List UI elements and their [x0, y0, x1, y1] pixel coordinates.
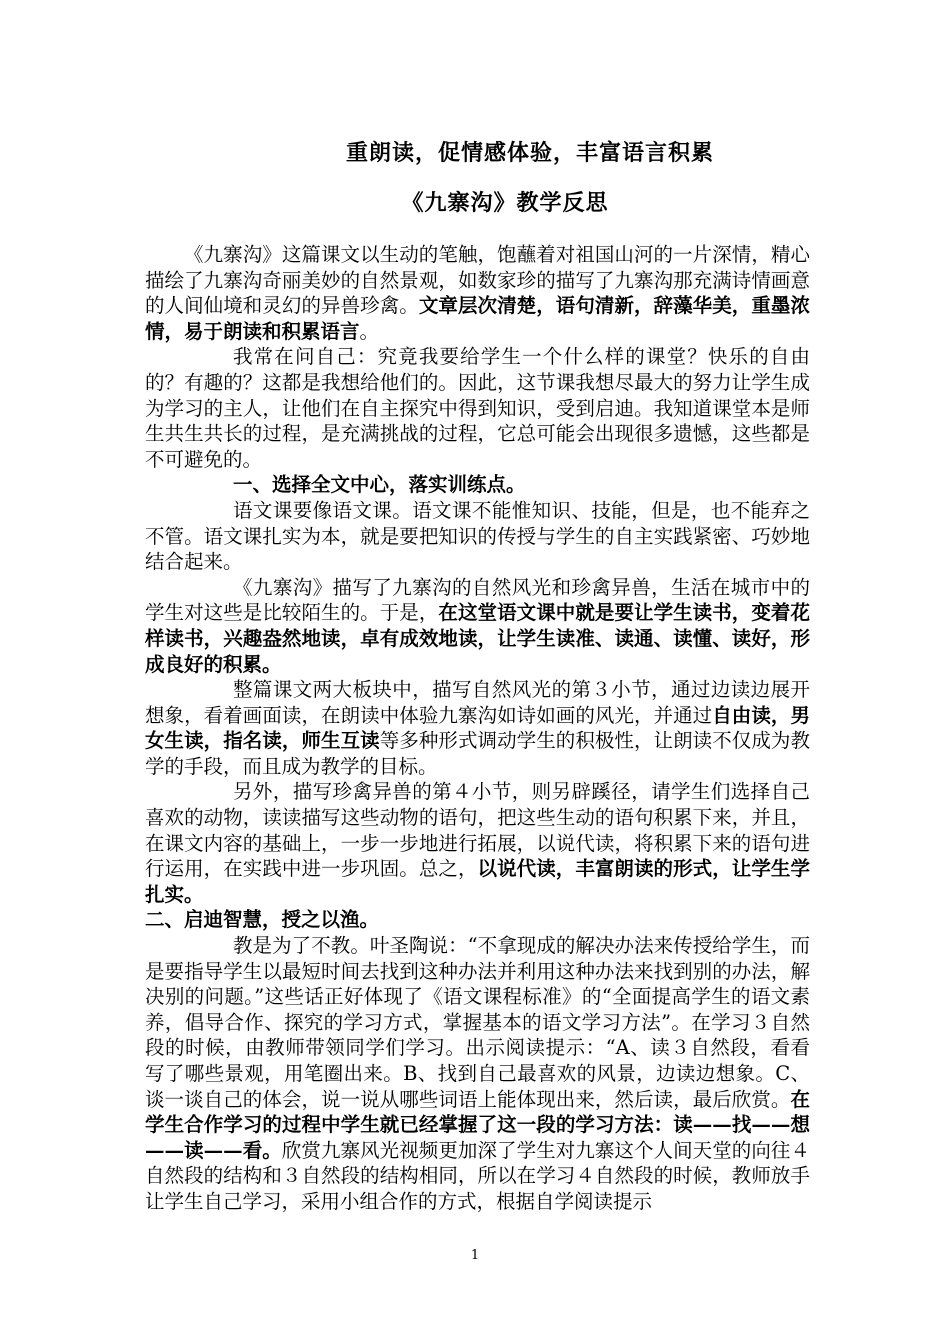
- bold-text: 自由读，男女生读，指名读，师生互读: [145, 703, 810, 753]
- paragraph: [145, 242, 810, 344]
- document-body: [145, 242, 810, 1215]
- bold-text: 一、选择全文中心，落实训练点。: [233, 473, 526, 497]
- text-run: 整篇课文两大板块中，描写自然风光的第３小节，通过边读边展开想象，看着画面读，在朗读中体验九寨沟如诗如画的风光，并通过: [145, 678, 810, 727]
- paragraph: [145, 907, 810, 933]
- page-number: 1: [470, 1248, 480, 1263]
- paragraph: [145, 498, 810, 575]
- text-run: 我常在问自己：究竟我要给学生一个什么样的课堂？快乐的自由的？有趣的？这都是我想给他们的。因此，这节课我想尽最大的努力让学生成为学习的主人，让他们在自主探究中得到知识，受到启迪。我知道课堂本是师生共生共长的过程，是充满挑战的过程，它总可能会出现很多遗憾，这些都是不可避免的。: [145, 345, 810, 471]
- bold-text: 文章层次清楚，语句清新，辞藻华美，重墨浓情，易于朗读和积累语言: [145, 294, 810, 343]
- text-run: 语文课要像语文课。语文课不能惟知识、技能，但是，也不能弃之不管。语文课扎实为本，就是要把知识的传授与学生的自主实践紧密、巧妙地结合起来。: [145, 498, 810, 574]
- paragraph: [145, 779, 810, 907]
- paragraph: [145, 344, 810, 472]
- paragraph: [145, 933, 810, 1215]
- bold-text: 在这堂语文课中就是要让学生读书，变着花样读书，兴趣盎然地读，卓有成效地读，让学生读准、读通、读懂、读好，形成良好的积累。: [145, 601, 810, 676]
- paragraph: [145, 472, 810, 498]
- text-run: 。: [359, 319, 380, 343]
- document-title: 重朗读，促情感体验，丰富语言积累: [345, 140, 714, 166]
- text-run: 《九寨沟》这篇课文以生动的笔触，饱蘸着对祖国山河的一片深情，精心描绘了九寨沟奇丽美妙的自然景观，如数家珍的描写了九寨沟那充满诗情画意的人间仙境和灵幻的异兽珍禽。: [145, 243, 810, 318]
- bold-text: 二、启迪智慧，授之以渔。: [145, 908, 380, 932]
- paragraph: [145, 575, 810, 677]
- document-subtitle: 《九寨沟》教学反思: [401, 190, 609, 216]
- paragraph: [145, 677, 810, 779]
- bold-text: 以说代读，丰富朗读的形式，让学生学扎实。: [145, 857, 810, 906]
- text-run: 《九寨沟》描写了九寨沟的自然风光和珍禽异兽，生活在城市中的学生对这些是比较陌生的。于是，: [145, 575, 810, 625]
- text-run: 等多种形式调动学生的积极性，让朗读不仅成为教学的手段，而且成为教学的目标。: [145, 729, 810, 778]
- text-run: 另外，描写珍禽异兽的第４小节，则另辟蹊径，请学生们选择自己喜欢的动物，读读描写这些动物的语句，把这些生动的语句积累下来，并且，在课文内容的基础上，一步一步地进行拓展，以说代读，将积累下来的语句进行运用，在实践中进一步巩固。总之，: [145, 780, 810, 881]
- text-run: 教是为了不教。叶圣陶说：“不拿现成的解决办法来传授给学生，而是要指导学生以最短时间去找到这种办法并利用这种办法来找到别的办法，解决别的问题。”这些话正好体现了《语文课程标准》的“全面提高学生的语文素养，倡导合作、探究的学习方式，掌握基本的语文学习方法”。在学习３自然段的时候，由教师带领同学们学习。出示阅读提示：“A、读３自然段，看看写了哪些景观，用笔圈出来。B、找到自己最喜欢的风景，边读边想象。C、谈一谈自己的体会，说一说从哪些词语上能体现出来，然后读，最后欣赏。: [145, 934, 810, 1111]
- bold-text: 在学生合作学习的过程中学生就已经掌握了这一段的学习方法：读——找——想——读——看。: [145, 1087, 810, 1162]
- text-run: 欣赏九寨风光视频更加深了学生对九寨这个人间天堂的向往４自然段的结构和３自然段的结构相同，所以在学习４自然段的时候，教师放手让学生自己学习，采用小组合作的方式，根据自学阅读提示: [145, 1138, 810, 1213]
